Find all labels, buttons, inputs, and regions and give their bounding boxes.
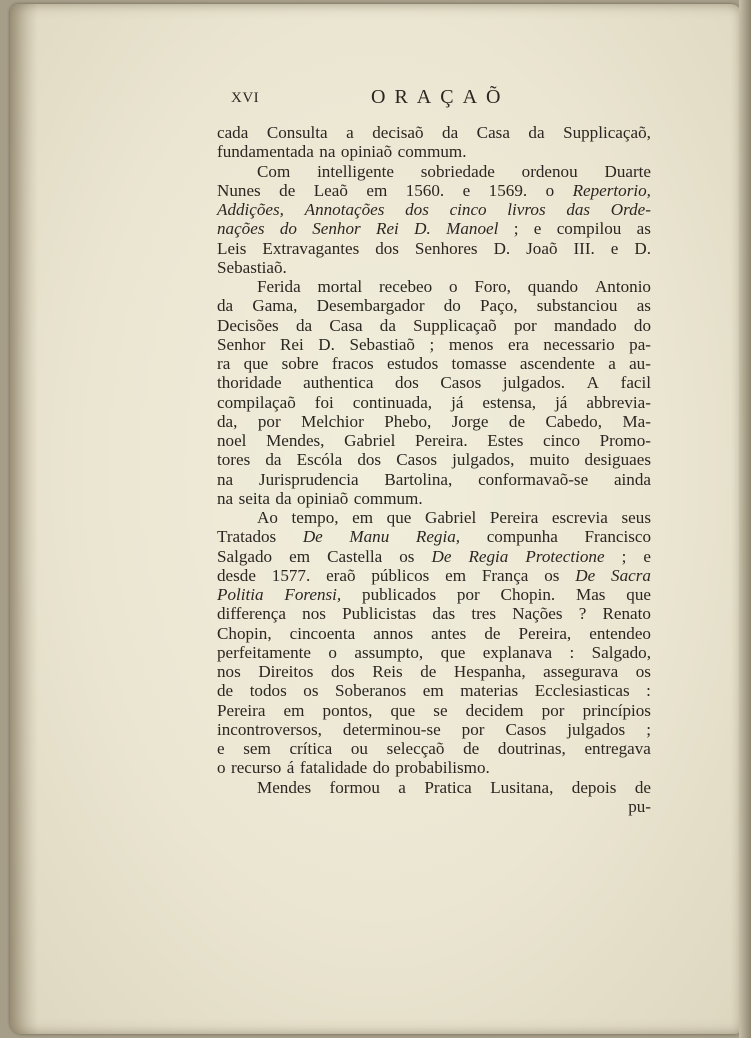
text-line: ra que sobre fracos estudos tomasse ascendente a au- [217,354,651,373]
text-line: perfeitamente o assumpto, que explanava : Salgado, [217,642,651,662]
text-line: Ao tempo, em que Gabriel Pereira escrevia seus [257,508,651,527]
text-line: Decisões da Casa da Supplicaçaõ por mandado do [217,315,651,335]
text-line: Mendes formou a Pratica Lusitana, depois de [257,777,651,797]
text-line: Politia Forensi, publicados por Chopin. Mas que [217,585,651,604]
running-title: ORAÇAÕ [371,86,510,108]
text-line: Senhor Rei D. Sebastiaõ ; menos era necessario pa- [217,334,651,354]
text-line: Sebastiaõ. [217,257,287,277]
page-gutter-shadow [10,4,38,1034]
text-line: Com intelligente sobriedade ordenou Duarte [257,161,651,181]
body-text [217,123,651,816]
text-line: desde 1577. eraõ públicos em França os De Sacra [217,565,651,585]
text-line: Chopin, cincoenta annos antes de Pereira, entendeo [217,623,651,643]
text-line: Tratados De Manu Regia, compunha Francisco [217,527,651,547]
text-line: nos Direitos dos Reis de Hespanha, assegurava os [217,662,651,681]
text-line: Addições, Annotações dos cinco livros das Orde- [217,200,651,219]
text-line: de todos os Soberanos em materias Ecclesiasticas : [217,681,651,701]
page-number: XVI [231,90,260,106]
page-edge [739,0,751,1038]
text-line: differença nos Publicistas das tres Nações ? Renato [217,604,651,624]
text-line: nações do Senhor Rei D. Manoel ; e compilou as [217,219,651,239]
text-line: pu- [628,796,651,816]
text-line: Pereira em pontos, que se decidem por princípios [217,700,651,720]
text-line: Nunes de Leaõ em 1560. e 1569. o Repertorio, [217,180,651,200]
text-line: thoridade authentica dos Casos julgados. A facil [217,373,651,393]
text-line: na seita da opiniaõ commum. [217,488,423,508]
text-line: tores da Escóla dos Casos julgados, muito desiguaes [217,450,651,470]
text-line: cada Consulta a decisaõ da Casa da Supplicaçaõ, [217,123,651,142]
text-line: e sem crítica ou selecçaõ de doutrinas, entregava [217,739,651,758]
text-line: noel Mendes, Gabriel Pereira. Estes cinco Promo- [217,431,651,450]
text-line: na Jurisprudencia Bartolina, conformavaõ-se ainda [217,469,651,489]
text-line: Ferida mortal recebeo o Foro, quando Antonio [257,277,651,296]
text-line: da Gama, Desembargador do Paço, substanciou as [217,296,651,316]
text-line: Salgado em Castella os De Regia Protectione ; e [217,546,651,566]
text-line: da, por Melchior Phebo, Jorge de Cabedo, Ma- [217,411,651,431]
page-header [231,86,651,112]
text-line: compilaçaõ foi continuada, já estensa, já abbrevia- [217,392,651,412]
text-line: o recurso á fatalidade do probabilismo. [217,758,490,778]
text-line: incontroversos, determinou-se por Casos julgados ; [217,719,651,739]
text-line: Leis Extravagantes dos Senhores D. Joaõ III. e D. [217,238,651,258]
text-line: fundamentada na opiniaõ commum. [217,142,467,162]
